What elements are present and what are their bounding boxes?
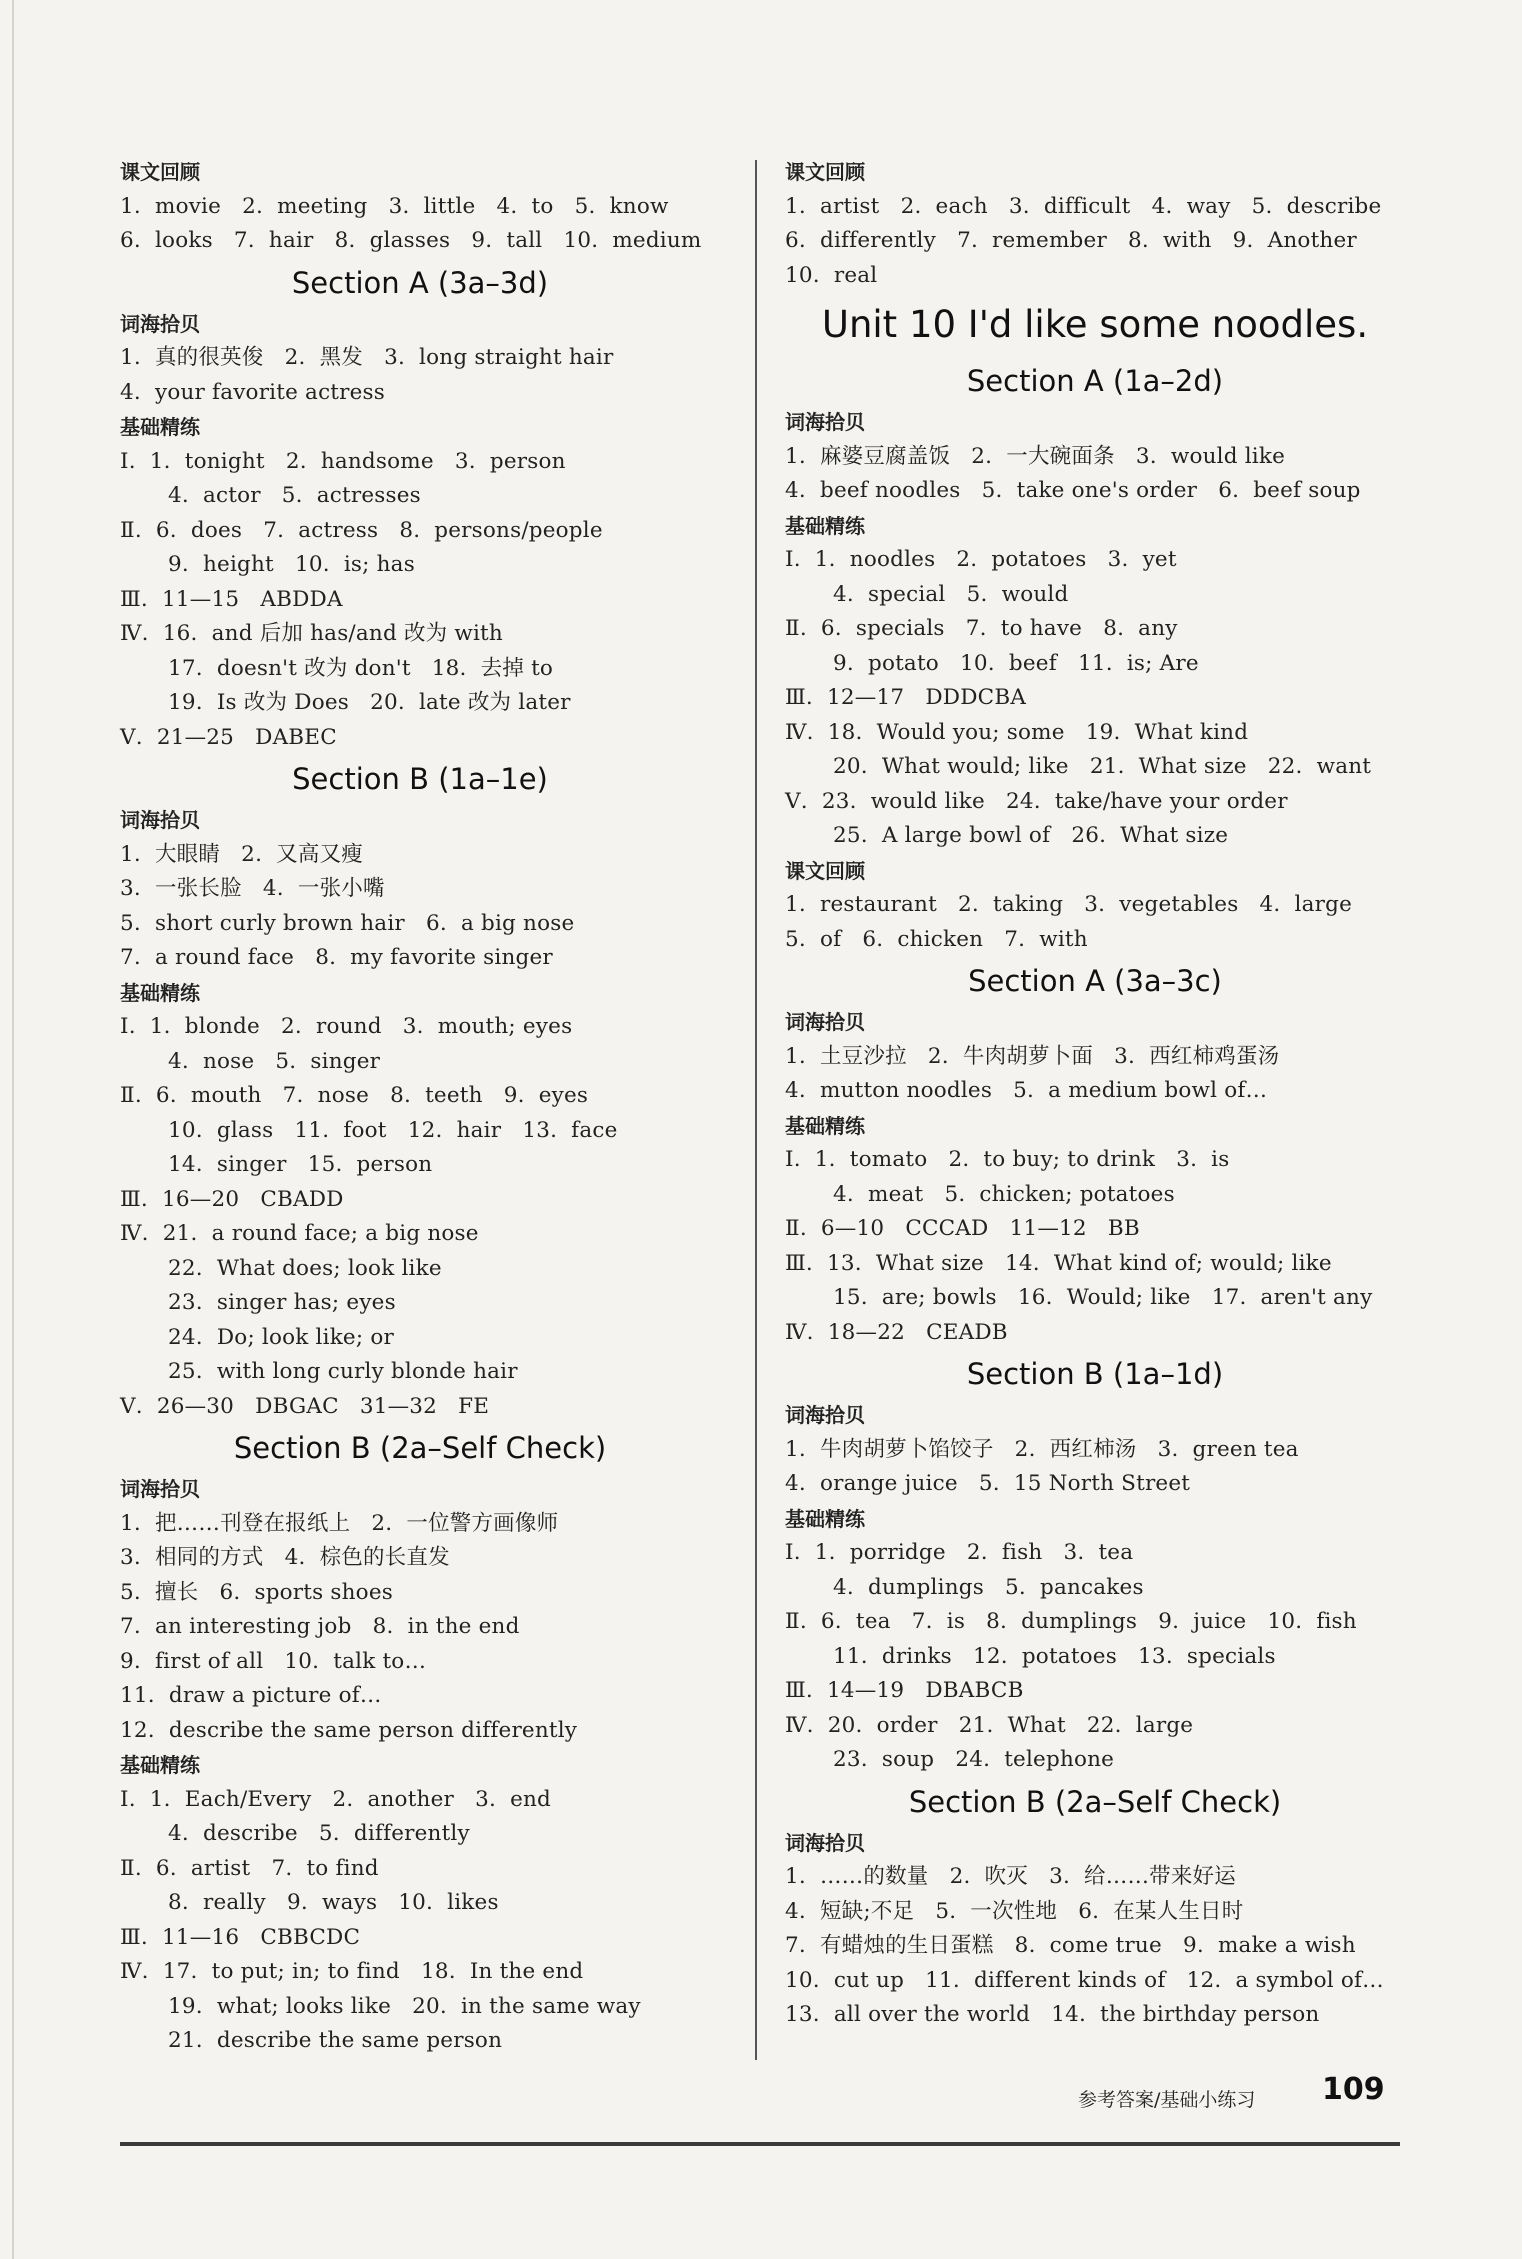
answer-line: 9. potato 10. beef 11. is; Are [833, 650, 1199, 676]
subsection-label: 课文回顾 [120, 160, 200, 184]
answer-line: 25. with long curly blonde hair [168, 1359, 518, 1384]
answer-line: 4. actor 5. actresses [168, 483, 421, 508]
answer-line: Ⅳ. 21. a round face; a big nose [120, 1221, 479, 1246]
page-edge [12, 0, 14, 2259]
answer-line: 23. soup 24. telephone [833, 1747, 1115, 1772]
subsection-label: 基础精练 [785, 1506, 865, 1531]
answer-line: 4. meat 5. chicken; potatoes [833, 1181, 1175, 1207]
answer-line: 4. 短缺;不足 5. 一次性地 6. 在某人生日时 [785, 1898, 1244, 1924]
answer-line: 4. your favorite actress [120, 379, 386, 405]
answer-line: 4. mutton noodles 5. a medium bowl of… [785, 1078, 1268, 1103]
subsection-label: 词海拾贝 [120, 808, 200, 832]
subsection-label: 基础精练 [785, 513, 865, 538]
answer-line: Ⅲ. 14—19 DBABCB [785, 1678, 1024, 1703]
answer-line: Ⅱ. 6. specials 7. to have 8. any [785, 616, 1178, 641]
answer-line: 5. 擅长 6. sports shoes [120, 1579, 393, 1605]
answer-line: 24. Do; look like; or [168, 1324, 394, 1350]
answer-line: 6. looks 7. hair 8. glasses 9. tall 10. medium [120, 228, 702, 253]
answer-line: Ⅴ. 21—25 DABEC [120, 724, 337, 750]
answer-line: Ⅲ. 16—20 CBADD [120, 1186, 344, 1212]
page-number: 109 [1322, 2072, 1385, 2107]
answer-line: 1. 大眼睛 2. 又高又瘦 [120, 841, 363, 867]
subsection-label: 词海拾贝 [785, 1830, 865, 1855]
answer-line: 19. what; looks like 20. in the same way [168, 1993, 641, 2019]
answer-line: 9. first of all 10. talk to… [120, 1648, 427, 1674]
subsection-label: 词海拾贝 [785, 1403, 865, 1427]
answer-line: Ⅳ. 18—22 CEADB [785, 1319, 1008, 1345]
section-heading: Section B (2a–Self Check) [233, 1431, 607, 1465]
answer-line: 3. 相同的方式 4. 棕色的长直发 [120, 1545, 450, 1570]
answer-line: 7. a round face 8. my favorite singer [120, 945, 553, 970]
section-heading: Section A (3a–3d) [291, 265, 549, 300]
answer-line: Ⅰ. 1. blonde 2. round 3. mouth; eyes [120, 1014, 573, 1039]
answer-line: Ⅱ. 6. artist 7. to find [120, 1855, 379, 1881]
answer-line: 10. cut up 11. different kinds of 12. a symbol of… [785, 1967, 1384, 1993]
answer-line: 4. dumplings 5. pancakes [833, 1574, 1144, 1600]
answer-line: Ⅳ. 18. Would you; some 19. What kind [785, 719, 1249, 745]
answer-line: Ⅱ. 6. does 7. actress 8. persons/people [120, 517, 603, 543]
answer-line: 22. What does; look like [168, 1255, 442, 1281]
answer-line: 11. drinks 12. potatoes 13. specials [833, 1643, 1276, 1669]
answer-line: 1. 麻婆豆腐盖饭 2. 一大碗面条 3. would like [785, 443, 1286, 469]
subsection-label: 词海拾贝 [120, 1477, 200, 1501]
answer-line: Ⅳ. 16. and 后加 has/and 改为 with [120, 621, 503, 646]
answer-line: Ⅰ. 1. tonight 2. handsome 3. person [120, 448, 566, 474]
answer-line: 7. 有蜡烛的生日蛋糕 8. come true 9. make a wish [785, 1933, 1356, 1958]
answer-line: 1. ……的数量 2. 吹灭 3. 给……带来好运 [785, 1864, 1236, 1889]
answer-line: Ⅰ. 1. porridge 2. fish 3. tea [785, 1540, 1134, 1565]
answer-line: Ⅰ. 1. Each/Every 2. another 3. end [120, 1786, 552, 1812]
answer-line: 21. describe the same person [168, 2028, 503, 2053]
answer-line: 1. 把……刊登在报纸上 2. 一位警方画像师 [120, 1510, 559, 1536]
answer-line: 5. of 6. chicken 7. with [785, 926, 1088, 952]
answer-line: Ⅱ. 6. tea 7. is 8. dumplings 9. juice 10. fish [785, 1609, 1357, 1634]
answer-line: 1. 土豆沙拉 2. 牛肉胡萝卜面 3. 西红柿鸡蛋汤 [785, 1043, 1280, 1069]
answer-line: 1. restaurant 2. taking 3. vegetables 4. large [785, 892, 1352, 917]
answer-line: 1. artist 2. each 3. difficult 4. way 5. describe [785, 193, 1382, 219]
answer-line: 14. singer 15. person [168, 1152, 433, 1177]
subsection-label: 词海拾贝 [120, 311, 200, 336]
subsection-label: 基础精练 [120, 415, 200, 439]
answer-line: 4. beef noodles 5. take one's order 6. beef soup [785, 478, 1361, 503]
answer-line: 17. doesn't 改为 don't 18. 去掉 to [168, 655, 554, 681]
answer-line: 4. nose 5. singer [168, 1048, 381, 1074]
left-column [120, 155, 720, 2059]
answer-line: 15. are; bowls 16. Would; like 17. aren't any [833, 1285, 1373, 1310]
answer-line: 10. glass 11. foot 12. hair 13. face [168, 1117, 618, 1143]
answer-line: Ⅲ. 11—15 ABDDA [120, 586, 343, 612]
unit-title: Unit 10 I'd like some noodles. [821, 303, 1369, 346]
answer-line: 11. draw a picture of… [120, 1683, 382, 1708]
section-heading: Section B (2a–Self Check) [908, 1784, 1282, 1819]
subsection-label: 课文回顾 [785, 160, 865, 184]
answer-line: Ⅳ. 20. order 21. What 22. large [785, 1712, 1194, 1738]
answer-line: Ⅱ. 6—10 CCCAD 11—12 BB [785, 1216, 1140, 1241]
answer-line: 1. movie 2. meeting 3. little 4. to 5. know [120, 193, 669, 219]
section-heading: Section A (1a–2d) [966, 364, 1224, 398]
answer-line: 9. height 10. is; has [168, 552, 415, 577]
subsection-label: 基础精练 [785, 1113, 865, 1138]
footer-caption: 参考答案/基础小练习 [1078, 2089, 1256, 2111]
answer-line: 10. real [785, 262, 878, 288]
answer-line: 4. orange juice 5. 15 North Street [785, 1471, 1191, 1496]
answer-line: 13. all over the world 14. the birthday person [785, 2002, 1320, 2027]
footer-rule [120, 2142, 1400, 2146]
section-heading: Section A (3a–3c) [968, 964, 1222, 998]
answer-line: Ⅲ. 12—17 DDDCBA [785, 685, 1027, 710]
subsection-label: 基础精练 [120, 1753, 200, 1777]
answer-line: 25. A large bowl of 26. What size [833, 823, 1229, 848]
subsection-label: 课文回顾 [785, 858, 865, 883]
answer-line: 1. 真的很英俊 2. 黑发 3. long straight hair [120, 345, 614, 370]
answer-line: 23. singer has; eyes [168, 1290, 396, 1315]
answer-line: 3. 一张长脸 4. 一张小嘴 [120, 876, 385, 901]
answer-line: 1. 牛肉胡萝卜馅饺子 2. 西红柿汤 3. green tea [785, 1436, 1299, 1462]
subsection-label: 基础精练 [120, 980, 200, 1005]
answer-line: 7. an interesting job 8. in the end [120, 1614, 520, 1639]
subsection-label: 词海拾贝 [785, 1010, 865, 1034]
answer-line: 8. really 9. ways 10. likes [168, 1890, 499, 1915]
answer-line: 6. differently 7. remember 8. with 9. Another [785, 228, 1357, 253]
answer-line: Ⅳ. 17. to put; in; to find 18. In the end [120, 1959, 584, 1984]
answer-line: 4. describe 5. differently [168, 1821, 470, 1846]
answer-line: Ⅰ. 1. noodles 2. potatoes 3. yet [785, 547, 1177, 572]
answer-line: Ⅱ. 6. mouth 7. nose 8. teeth 9. eyes [120, 1083, 589, 1108]
answer-line: 20. What would; like 21. What size 22. want [833, 754, 1372, 779]
answer-line: Ⅰ. 1. tomato 2. to buy; to drink 3. is [785, 1147, 1230, 1172]
answer-line: 12. describe the same person differently [120, 1717, 578, 1743]
answer-line: Ⅴ. 26—30 DBGAC 31—32 FE [120, 1393, 490, 1419]
subsection-label: 词海拾贝 [785, 410, 865, 434]
column-divider [755, 160, 757, 2060]
right-column [785, 155, 1405, 2033]
answer-line: 4. special 5. would [833, 581, 1069, 607]
answer-line: Ⅴ. 23. would like 24. take/have your order [785, 788, 1288, 814]
section-heading: Section B (1a–1e) [292, 762, 548, 796]
answer-line: 5. short curly brown hair 6. a big nose [120, 910, 575, 936]
section-heading: Section B (1a–1d) [966, 1357, 1224, 1391]
answer-line: Ⅲ. 11—16 CBBCDC [120, 1924, 361, 1950]
answer-line: Ⅲ. 13. What size 14. What kind of; would; like [785, 1250, 1332, 1276]
answer-line: 19. Is 改为 Does 20. late 改为 later [168, 690, 571, 715]
